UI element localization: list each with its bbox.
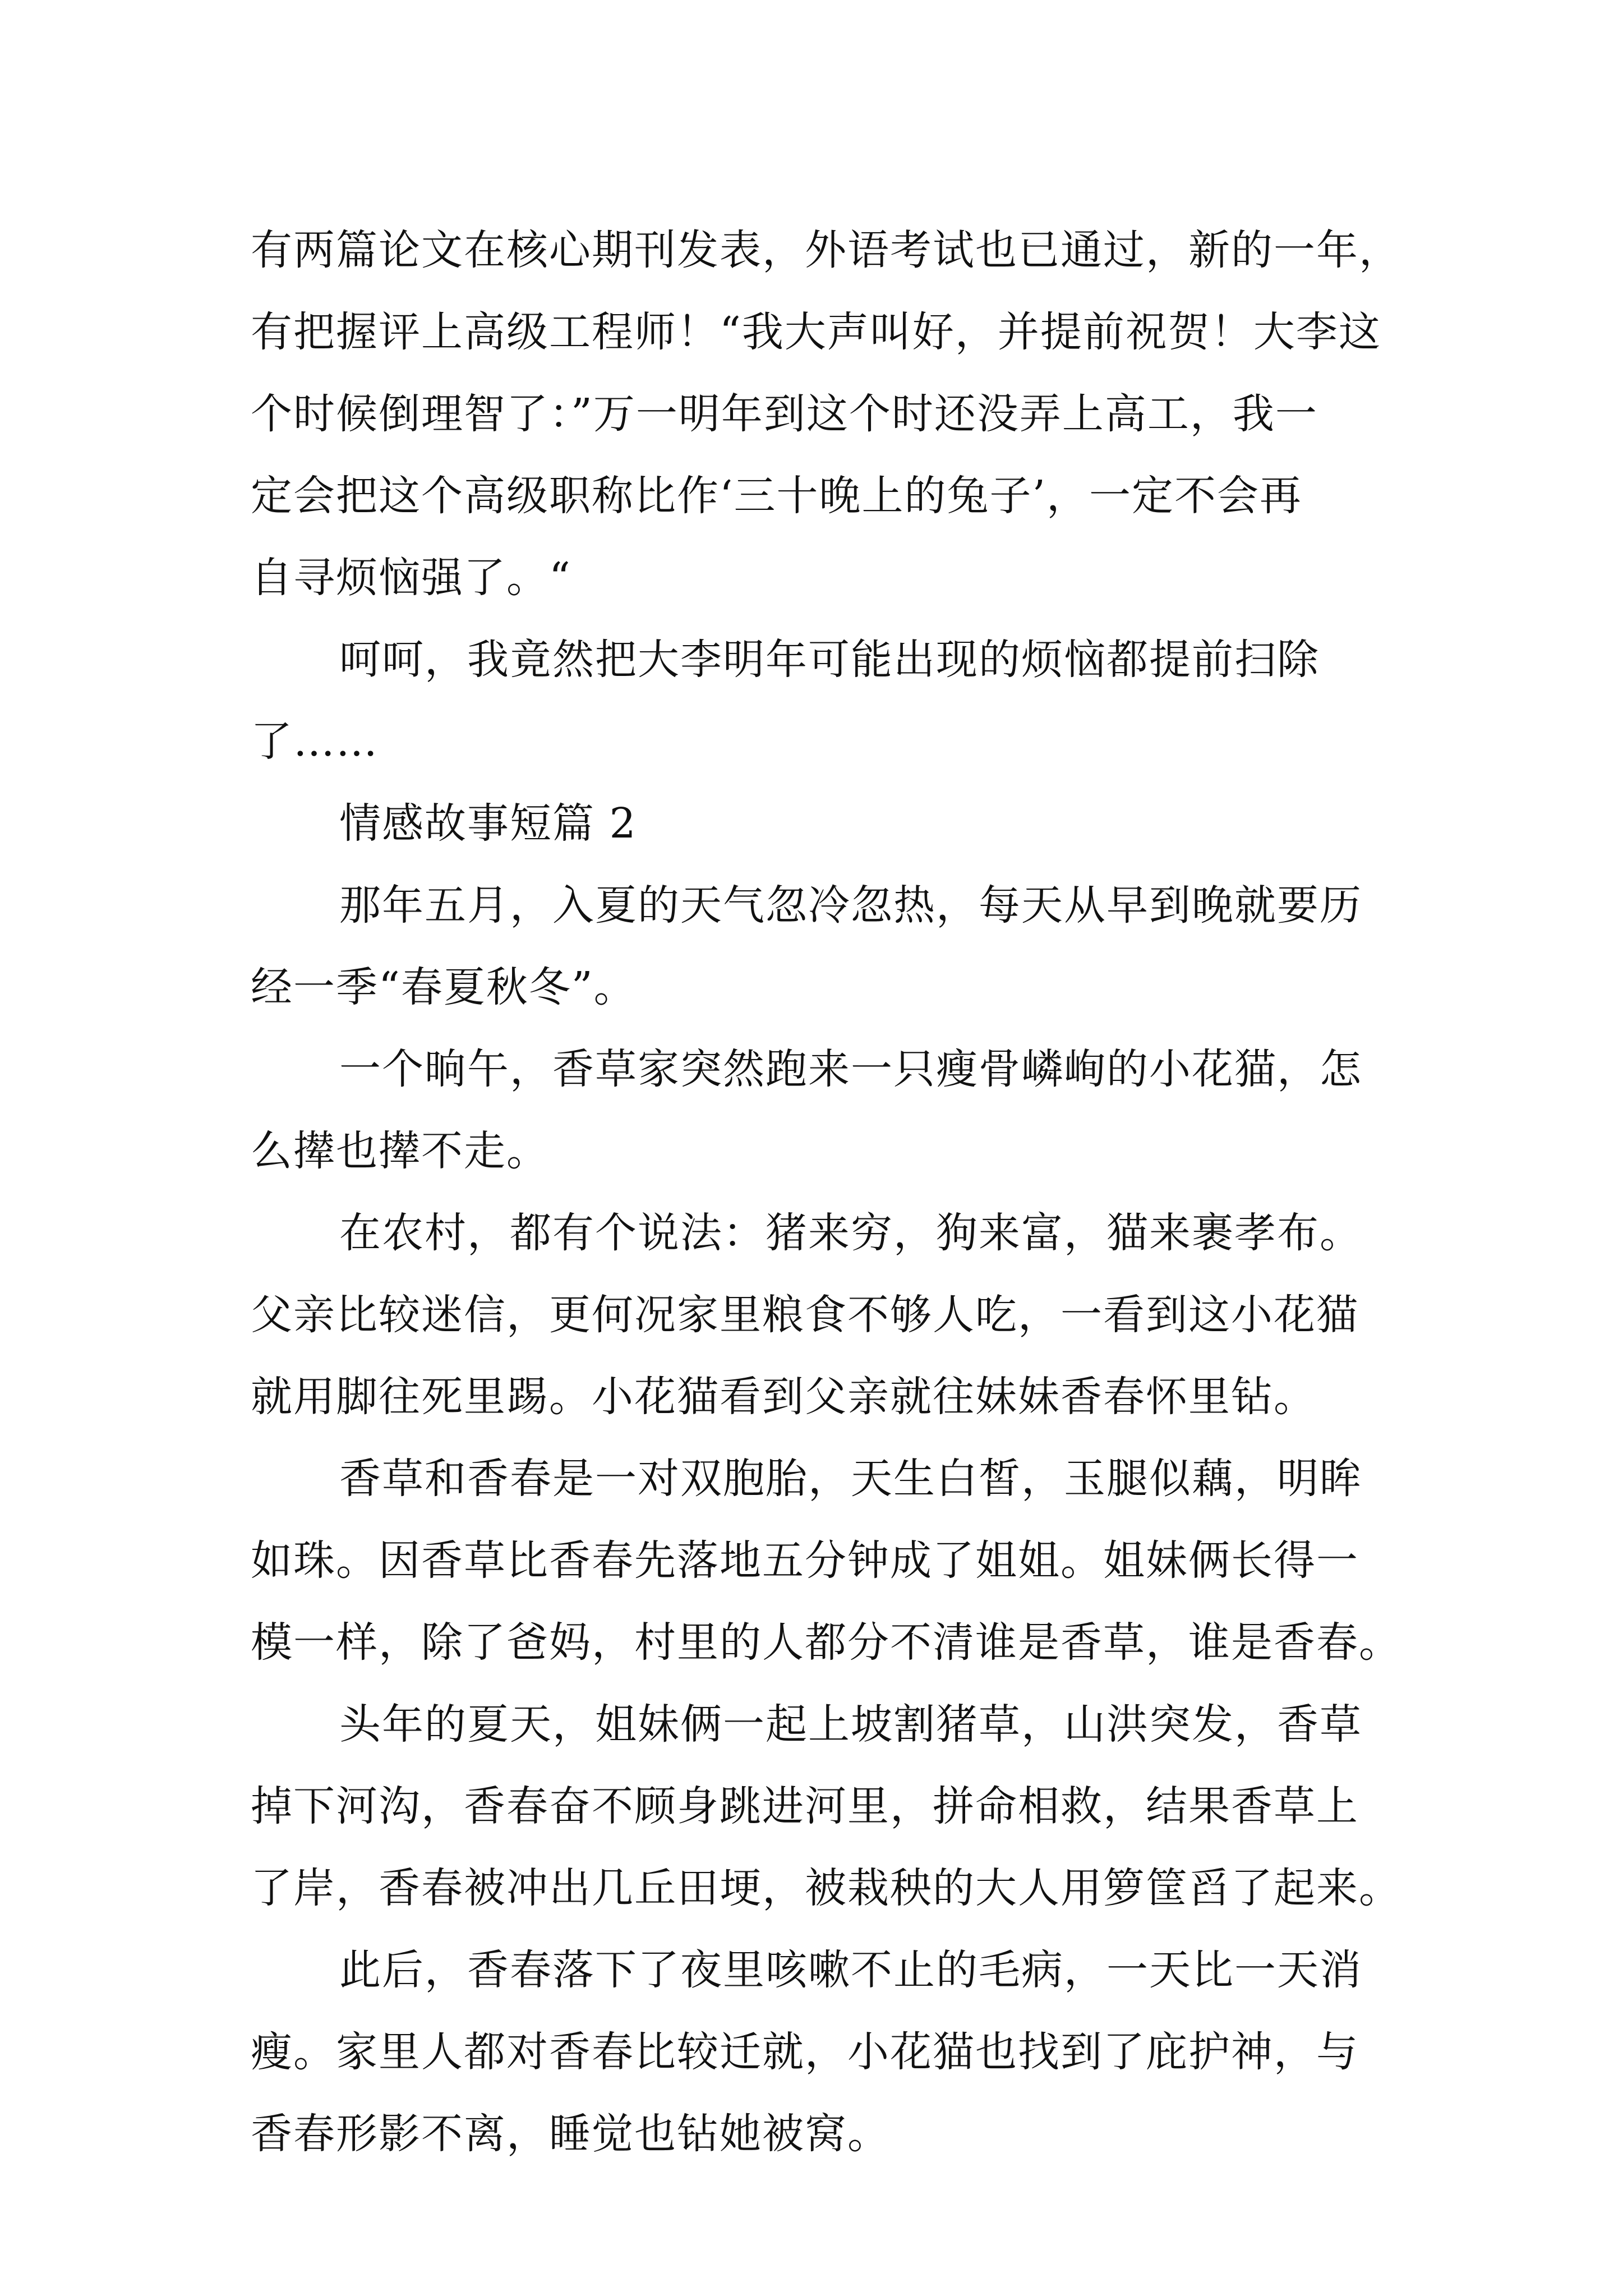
text-line: 么撵也撵不走。 bbox=[251, 1127, 549, 1175]
section-heading: 情感故事短篇 2 bbox=[339, 799, 637, 848]
text-line: 自寻烦恼强了。“ bbox=[251, 554, 571, 602]
paragraph-first-line: 一个晌午，香草家突然跑来一只瘦骨嶙峋的小花猫，怎 bbox=[339, 1045, 1362, 1093]
paragraph-first-line: 那年五月，入夏的天气忽冷忽热，每天从早到晚就要历 bbox=[339, 881, 1362, 930]
text-line: 掉下河沟，香春奋不顾身跳进河里，拼命相救，结果香草上 bbox=[251, 1782, 1359, 1830]
paragraph-first-line: 此后，香春落下了夜里咳嗽不止的毛病，一天比一天消 bbox=[339, 1946, 1362, 1994]
paragraph-first-line: 在农村，都有个说法：猪来穷，狗来富，猫来裹孝布。 bbox=[339, 1209, 1362, 1257]
text-line: 如珠。因香草比香春先落地五分钟成了姐姐。姐妹俩长得一 bbox=[251, 1536, 1359, 1585]
text-line: 了…… bbox=[251, 717, 379, 766]
text-line: 定会把这个高级职称比作‘三十晚上的兔子’，一定不会再 bbox=[251, 472, 1303, 520]
text-line: 香春形影不离，睡觉也钻她被窝。 bbox=[251, 2110, 890, 2158]
text-line: 了岸，香春被冲出几丘田埂，被栽秧的大人用箩筐舀了起来。 bbox=[251, 1864, 1401, 1912]
text-line: 瘦。家里人都对香春比较迁就，小花猫也找到了庇护神，与 bbox=[251, 2028, 1359, 2076]
text-line: 就用脚往死里踢。小花猫看到父亲就往妹妹香春怀里钻。 bbox=[251, 1373, 1316, 1421]
text-line: 父亲比较迷信，更何况家里粮食不够人吃，一看到这小花猫 bbox=[251, 1291, 1359, 1339]
paragraph-first-line: 呵呵，我竟然把大李明年可能出现的烦恼都提前扫除 bbox=[339, 636, 1320, 684]
text-line: 经一季“春夏秋冬”。 bbox=[251, 963, 637, 1011]
text-line: 个时候倒理智了：”万一明年到这个时还没弄上高工，我一 bbox=[251, 390, 1318, 438]
text-line: 有两篇论文在核心期刊发表，外语考试也已通过，新的一年， bbox=[251, 226, 1401, 274]
paragraph-first-line: 香草和香春是一对双胞胎，天生白皙，玉腿似藕，明眸 bbox=[339, 1455, 1362, 1503]
paragraph-first-line: 头年的夏天，姐妹俩一起上坡割猪草，山洪突发，香草 bbox=[339, 1700, 1362, 1749]
text-line: 有把握评上高级工程师！“我大声叫好，并提前祝贺！大李这 bbox=[251, 308, 1381, 356]
text-line: 模一样，除了爸妈，村里的人都分不清谁是香草，谁是香春。 bbox=[251, 1618, 1401, 1667]
document-body bbox=[251, 209, 1401, 2175]
